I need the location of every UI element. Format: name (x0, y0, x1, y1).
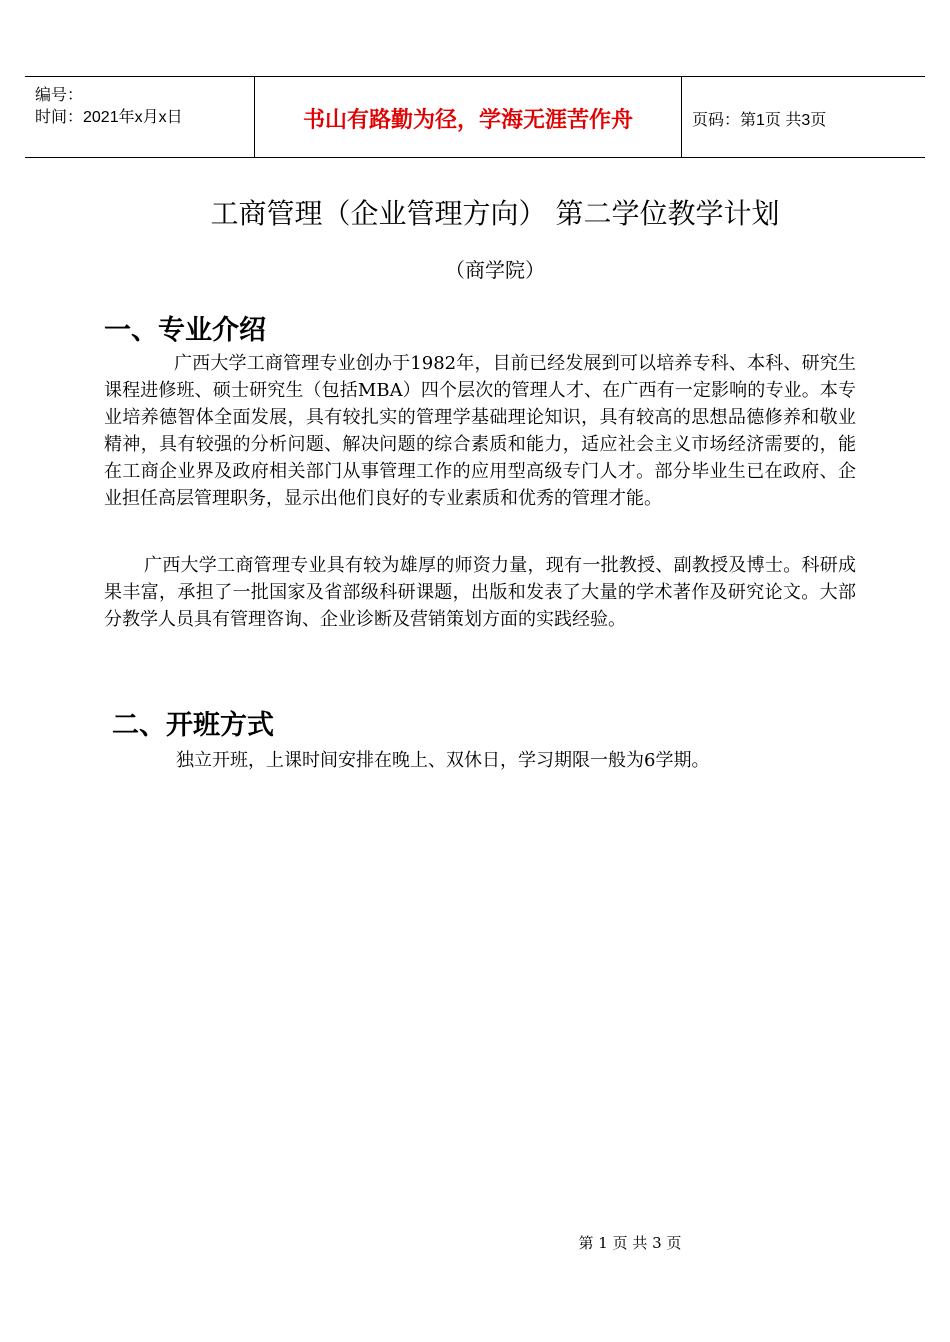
header-page-cell (681, 77, 925, 157)
page-header (25, 76, 925, 158)
intro-paragraph-1: 广西大学工商管理专业创办于1982年，目前已经发展到可以培养专科、本科、研究生课程进修班、硕士研究生（包括MBA）四个层次的管理人才、在广西有一定影响的专业。本专业培养德智体全面发展，具有较扎实的管理学基础理论知识，具有较高的思想品德修养和敬业精神，具有较强的分析问题、解决问题的综合素质和能力，适应社会主义市场经济需要的，能在工商企业界及政府相关部门从事管理工作的应用型高级专门人才。部分毕业生已在政府、企业担任高层管理职务，显示出他们良好的专业素质和优秀的管理才能。 (104, 353, 856, 509)
header-meta-cell (25, 77, 254, 157)
section-heading-class-format: 二、开班方式 (112, 710, 274, 741)
time-label: 时间：2021年x月x日 (35, 109, 183, 126)
class-format-paragraph: 独立开班，上课时间安排在晚上、双休日，学习期限一般为6学期。 (176, 750, 710, 771)
section-heading-intro: 一、专业介绍 (104, 315, 266, 346)
serial-number-label: 编号： (35, 87, 84, 104)
header-motto-cell (254, 77, 682, 157)
page-footer: 第 1 页 共 3 页 (578, 1234, 682, 1252)
motto-text: 书山有路勤为径，学海无涯苦作舟 (302, 108, 633, 133)
document-subtitle: （商学院） (445, 258, 545, 282)
document-title: 工商管理（企业管理方向） 第二学位教学计划 (210, 197, 780, 230)
header-page-info: 页码：第1页 共3页 (692, 112, 827, 129)
intro-paragraph-2: 广西大学工商管理专业具有较为雄厚的师资力量，现有一批教授、副教授及博士。科研成果丰富，承担了一批国家及省部级科研课题，出版和发表了大量的学术著作及研究论文。大部分教学人员具有管理咨询、企业诊断及营销策划方面的实践经验。 (104, 555, 856, 630)
